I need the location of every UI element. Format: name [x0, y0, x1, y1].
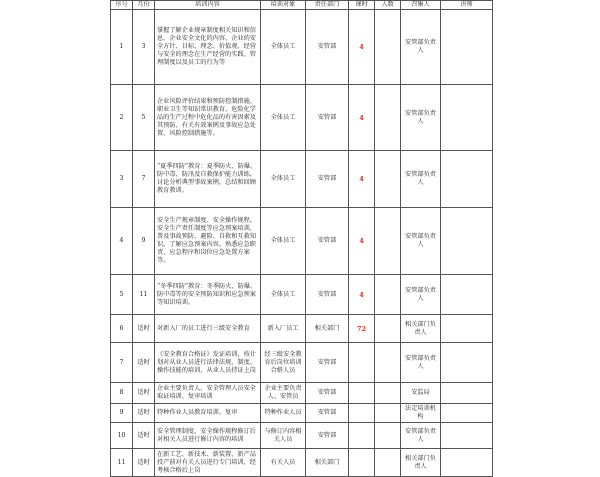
training-plan-table [110, 0, 493, 477]
cell-hours [349, 383, 375, 404]
cell-hours [349, 423, 375, 449]
cell-dept: 相关部门 [306, 315, 349, 343]
cell-organizer: 相关部门负责人 [401, 449, 441, 477]
header-lecturer: 讲师 [441, 1, 493, 10]
cell-dept: 安管部 [306, 423, 349, 449]
cell-month: 适时 [133, 315, 155, 343]
cell-content: 《安全教育合格证》发证培训，按计划对从业人员进行法律法规、制度、操作技能的培训，从业人员持证上岗 [155, 343, 261, 383]
cell-month: 3 [133, 10, 155, 85]
header-dept: 责任部门 [306, 1, 349, 10]
cell-lecturer [441, 10, 493, 85]
cell-hours [349, 449, 375, 477]
cell-organizer: 安管部负责人 [401, 423, 441, 449]
header-people: 人数 [375, 1, 401, 10]
cell-no: 5 [111, 275, 133, 315]
header-row [111, 1, 493, 10]
table-row [111, 275, 493, 315]
cell-month: 适时 [133, 449, 155, 477]
cell-lecturer [441, 275, 493, 315]
cell-lecturer [441, 208, 493, 275]
cell-month: 11 [133, 275, 155, 315]
table-row [111, 449, 493, 477]
cell-no: 6 [111, 315, 133, 343]
cell-dept: 安管部 [306, 85, 349, 151]
cell-no: 4 [111, 208, 133, 275]
table-row [111, 343, 493, 383]
table-row [111, 383, 493, 404]
cell-lecturer [441, 151, 493, 208]
cell-target: 全体员工 [261, 85, 306, 151]
cell-hours: 4 [349, 208, 375, 275]
cell-people [375, 275, 401, 315]
cell-target: 全体员工 [261, 208, 306, 275]
cell-target: 有关人员 [261, 449, 306, 477]
table-row [111, 404, 493, 423]
cell-dept: 安管部 [306, 275, 349, 315]
cell-people [375, 383, 401, 404]
cell-hours: 4 [349, 275, 375, 315]
cell-dept: 相关部门 [306, 449, 349, 477]
cell-content: 在新工艺、新技术、新装置、新产品投产前对有关人员进行专门培训，经考核合格后上岗 [155, 449, 261, 477]
cell-month: 9 [133, 208, 155, 275]
cell-organizer: 安管部负责人 [401, 10, 441, 85]
cell-no: 10 [111, 423, 133, 449]
cell-target: 全体员工 [261, 10, 306, 85]
cell-target: 新入厂员工 [261, 315, 306, 343]
cell-month: 适时 [133, 383, 155, 404]
cell-hours: 72 [349, 315, 375, 343]
cell-organizer: 安管部负责人 [401, 208, 441, 275]
header-no: 序号 [111, 1, 133, 10]
cell-content: 企业主要负责人、安全管理人员安全取证培训、复审培训 [155, 383, 261, 404]
cell-hours [349, 343, 375, 383]
table-row [111, 85, 493, 151]
cell-no: 8 [111, 383, 133, 404]
cell-people [375, 10, 401, 85]
cell-dept: 安管部 [306, 208, 349, 275]
cell-organizer: 安监局 [401, 383, 441, 404]
cell-hours: 4 [349, 151, 375, 208]
cell-dept: 安管部 [306, 10, 349, 85]
cell-no: 7 [111, 343, 133, 383]
cell-organizer: 安管部负责人 [401, 343, 441, 383]
cell-content: 安全生产规章制度、安全操作规程、安全生产责任制度等应急预案培训，普及事故预防、避险、自救和互救知识，了解应急预案内容，熟悉应急职责、应急程序和岗位应急处置方案等。 [155, 208, 261, 275]
cell-organizer: 相关部门负责人 [401, 315, 441, 343]
cell-content: “夏季四防”教育：夏季防火、防爆、防中毒、防汛及自救保护能力训练，讨论分析典型事故案例，总结和回顾教育教训。 [155, 151, 261, 208]
cell-month: 适时 [133, 423, 155, 449]
cell-target: 特种作业人员 [261, 404, 306, 423]
header-month: 月份 [133, 1, 155, 10]
cell-target: 企业主要负责人、安管员 [261, 383, 306, 404]
table-row [111, 315, 493, 343]
cell-people [375, 85, 401, 151]
cell-lecturer [441, 449, 493, 477]
cell-dept: 安管部 [306, 383, 349, 404]
cell-people [375, 423, 401, 449]
cell-hours [349, 404, 375, 423]
header-organizer: 召集人 [401, 1, 441, 10]
cell-dept: 安管部 [306, 404, 349, 423]
cell-no: 3 [111, 151, 133, 208]
cell-no: 11 [111, 449, 133, 477]
cell-content: 企业风险评价结果和预防控制措施、职业卫生等知识常识教育、危险化学品的生产过程中危化品的有害因素及其预防、有关有效案例及事故应急处置、风险控制措施等。 [155, 85, 261, 151]
table-row [111, 10, 493, 85]
cell-content: 掌握了解企业规章制度相关知识和信息、企业安全文化的内容、企业的安全方针、目标、理念、价值观、经营与安全的理念在生产经营的实践、管理制度以及员工的行为等 [155, 10, 261, 85]
cell-no: 2 [111, 85, 133, 151]
cell-month: 适时 [133, 343, 155, 383]
cell-content: 特种作业人员教育培训、复审 [155, 404, 261, 423]
training-plan-document [110, 0, 492, 474]
cell-target: 全体员工 [261, 151, 306, 208]
cell-no: 9 [111, 404, 133, 423]
cell-hours: 4 [349, 10, 375, 85]
cell-content: 安全管理制度、安全操作规程修订后对相关人员进行修订内容的培训 [155, 423, 261, 449]
cell-target: 与修订内容相关人员 [261, 423, 306, 449]
cell-target: 全体员工 [261, 275, 306, 315]
cell-dept: 安管部 [306, 151, 349, 208]
cell-people [375, 343, 401, 383]
table-row [111, 151, 493, 208]
cell-lecturer [441, 343, 493, 383]
cell-month: 7 [133, 151, 155, 208]
cell-people [375, 208, 401, 275]
cell-organizer: 安管部负责人 [401, 151, 441, 208]
cell-no: 1 [111, 10, 133, 85]
cell-people [375, 151, 401, 208]
header-target: 培训对象 [261, 1, 306, 10]
header-hours: 课时 [349, 1, 375, 10]
cell-lecturer [441, 404, 493, 423]
table-row [111, 208, 493, 275]
cell-target: 经三级安全教育后岗位培训合格人员 [261, 343, 306, 383]
cell-lecturer [441, 383, 493, 404]
cell-people [375, 404, 401, 423]
table-row [111, 423, 493, 449]
cell-lecturer [441, 85, 493, 151]
cell-dept: 安管部 [306, 343, 349, 383]
cell-organizer: 法定培训机构 [401, 404, 441, 423]
cell-organizer: 安管部负责人 [401, 85, 441, 151]
cell-content: 对新入厂的员工进行三级安全教育 [155, 315, 261, 343]
cell-content: “冬季四防”教育：冬季防火、防爆、防中毒等的安全预防知识和应急预案等知识培训。 [155, 275, 261, 315]
cell-lecturer [441, 423, 493, 449]
cell-lecturer [441, 315, 493, 343]
cell-hours: 4 [349, 85, 375, 151]
cell-people [375, 315, 401, 343]
cell-people [375, 449, 401, 477]
cell-month: 适时 [133, 404, 155, 423]
cell-month: 5 [133, 85, 155, 151]
cell-organizer: 安管部负责人 [401, 275, 441, 315]
header-content: 培训内容 [155, 1, 261, 10]
